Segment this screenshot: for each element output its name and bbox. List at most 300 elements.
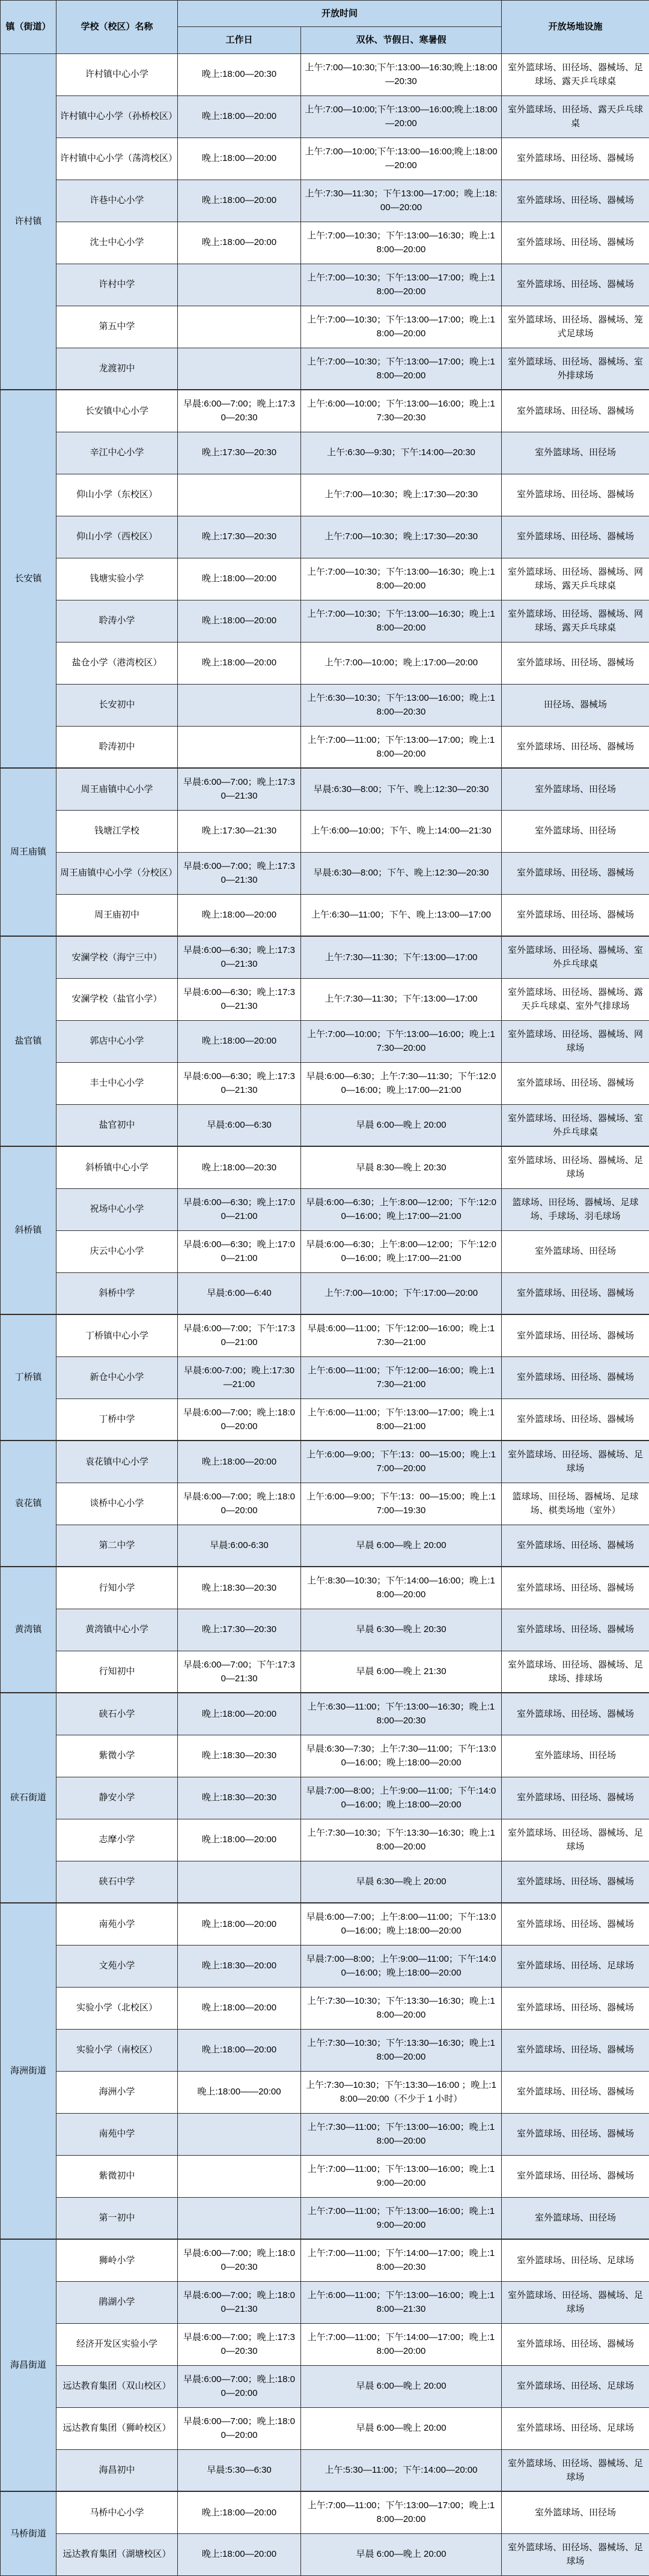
workday-cell: 晚上:18:00—20:00 xyxy=(178,180,301,222)
holiday-cell: 早晨:6:00—6:30；上午:8:00—12:00；下午:12:00—16:00；晚上:17:00—21:00 xyxy=(301,1188,502,1230)
table-row xyxy=(1,600,649,642)
table-row xyxy=(1,1188,649,1230)
holiday-cell: 上午:7:00—10:30；晚上:17:30—20:30 xyxy=(301,474,502,516)
holiday-cell: 上午:7:00—10:30；下午:13:00—17:00；晚上:18:00—20:00 xyxy=(301,348,502,390)
workday-cell: 早晨:6:00—6:30；晚上:17:30—21:30 xyxy=(178,936,301,978)
facilities-cell: 室外篮球场、田径场、器械场 xyxy=(502,1861,649,1903)
workday-cell: 晚上:18:00—20:30 xyxy=(178,1146,301,1188)
workday-cell: 早晨:6:00—7:00；晚上:17:30—20:30 xyxy=(178,2323,301,2365)
school-cell: 周王庙初中 xyxy=(56,894,178,936)
table-row xyxy=(1,2323,649,2365)
holiday-cell: 上午:7:30—10:30；下午:13:30—16:30；晚上:18:00—20:00 xyxy=(301,2029,502,2071)
table-row xyxy=(1,642,649,684)
holiday-cell: 上午:7:00—10:00;下午:13:00—16:00;晚上:18:00—20:00 xyxy=(301,95,502,138)
holiday-cell: 上午:6:00—9:00；下午:13：00—15:00；晚上:17:00—20:00 xyxy=(301,1441,502,1483)
facilities-cell: 室外篮球场、田径场、器械场、足球场 xyxy=(502,1146,649,1188)
school-cell: 丁桥中学 xyxy=(56,1398,178,1441)
school-cell: 长安初中 xyxy=(56,684,178,726)
school-cell: 聆涛小学 xyxy=(56,600,178,642)
workday-cell xyxy=(178,2197,301,2239)
facilities-cell: 室外篮球场、田径场、器械场、足球场 xyxy=(502,2449,649,2491)
holiday-cell: 上午:7:00—11:00；下午:14:00—17:00；晚上:18:00—20:30 xyxy=(301,2239,502,2281)
table-row xyxy=(1,1903,649,1945)
table-row xyxy=(1,2281,649,2323)
workday-cell xyxy=(178,264,301,306)
workday-cell: 早晨:6:00—7:00；下午:17:30—21:30 xyxy=(178,1651,301,1693)
school-cell: 硖石中学 xyxy=(56,1861,178,1903)
facilities-cell: 室外篮球场、田径场 xyxy=(502,2197,649,2239)
facilities-cell: 室外篮球场、田径场、器械场 xyxy=(502,2029,649,2071)
workday-cell xyxy=(178,726,301,768)
school-cell: 志摩小学 xyxy=(56,1819,178,1861)
table-row xyxy=(1,1693,649,1735)
holiday-cell: 上午:7:00—10:30；晚上:17:30—20:30 xyxy=(301,516,502,558)
table-row xyxy=(1,1567,649,1609)
town-cell: 盐官镇 xyxy=(1,936,56,1146)
school-cell: 斜桥镇中心小学 xyxy=(56,1146,178,1188)
school-cell: 郭店中心小学 xyxy=(56,1020,178,1062)
facilities-cell: 室外篮球场、田径场、器械场 xyxy=(502,1272,649,1314)
facilities-cell: 室外篮球场、田径场、器械场 xyxy=(502,642,649,684)
facilities-cell: 室外篮球场、田径场、器械场、网球场、露天乒乓球桌 xyxy=(502,558,649,600)
table-row xyxy=(1,264,649,306)
table-row xyxy=(1,1441,649,1483)
facilities-cell: 室外篮球场、田径场、器械场、室外乒乓球桌 xyxy=(502,936,649,978)
table-row xyxy=(1,1735,649,1777)
town-cell: 海洲街道 xyxy=(1,1903,56,2239)
table-row xyxy=(1,1356,649,1398)
school-cell: 丁桥镇中心小学 xyxy=(56,1314,178,1356)
workday-cell: 晚上:18:00—20:00 xyxy=(178,1987,301,2029)
table-row xyxy=(1,558,649,600)
facilities-cell: 室外篮球场、田径场、露天乒乓球桌 xyxy=(502,95,649,138)
facilities-cell: 室外篮球场、田径场、器械场 xyxy=(502,1314,649,1356)
workday-cell: 晚上:18:00——20:00 xyxy=(178,2071,301,2113)
table-row xyxy=(1,2449,649,2491)
school-cell: 第一初中 xyxy=(56,2197,178,2239)
school-cell: 海昌初中 xyxy=(56,2449,178,2491)
table-row xyxy=(1,2239,649,2281)
holiday-cell: 早晨 8:30—晚上 20:30 xyxy=(301,1146,502,1188)
table-row xyxy=(1,1272,649,1314)
facilities-cell: 室外篮球场、田径场、器械场 xyxy=(502,180,649,222)
town-cell: 丁桥镇 xyxy=(1,1314,56,1441)
facilities-cell: 室外篮球场、田径场、足球场 xyxy=(502,2239,649,2281)
table-body xyxy=(1,53,649,2575)
workday-cell: 早晨:6:00—7:00；晚上:18:00—20:30 xyxy=(178,2239,301,2281)
holiday-cell: 上午:7:30—11:00；下午:13:00—16:00；晚上:18:00—20:00 xyxy=(301,2113,502,2155)
holiday-cell: 上午:7:00—11:00；下午:13:00—16:00；晚上:19:00—20:00 xyxy=(301,2197,502,2239)
workday-cell: 晚上:18:00—20:00 xyxy=(178,1903,301,1945)
facilities-cell: 室外篮球场、田径场、器械场、足球场 xyxy=(502,1819,649,1861)
table-row xyxy=(1,1525,649,1567)
school-cell: 紫微小学 xyxy=(56,1735,178,1777)
table-row xyxy=(1,1314,649,1356)
table-row xyxy=(1,2155,649,2197)
facilities-cell: 室外篮球场、田径场、器械场 xyxy=(502,1987,649,2029)
table-row xyxy=(1,1020,649,1062)
holiday-cell: 上午:6:00—10:00；下午、晚上:14:00—21:30 xyxy=(301,810,502,852)
workday-cell: 晚上:18:00—20:00 xyxy=(178,95,301,138)
school-cell: 钱塘江学校 xyxy=(56,810,178,852)
school-cell: 许巷中心小学 xyxy=(56,180,178,222)
facilities-cell: 篮球场、田径场、器械场、足球场、手球场、羽毛球场 xyxy=(502,1188,649,1230)
table-row xyxy=(1,1945,649,1987)
holiday-cell: 早晨 6:00—晚上 20:00 xyxy=(301,2365,502,2407)
school-cell: 安澜学校（盐官小学） xyxy=(56,978,178,1020)
table-row xyxy=(1,1861,649,1903)
facilities-cell: 室外篮球场、田径场、足球场 xyxy=(502,1945,649,1987)
table-row xyxy=(1,306,649,348)
holiday-cell: 上午:8:30—10:30；下午:14:00—16:00；晚上:18:00—20:00 xyxy=(301,1567,502,1609)
school-cell: 长安镇中心小学 xyxy=(56,390,178,432)
workday-cell: 晚上:18:30—20:30 xyxy=(178,1777,301,1819)
holiday-cell: 上午:7:00—11:00；下午:13:00—17:00；晚上:18:00—20:00 xyxy=(301,726,502,768)
school-cell: 文苑小学 xyxy=(56,1945,178,1987)
facilities-cell: 室外篮球场、田径场、器械场 xyxy=(502,1693,649,1735)
facilities-cell: 室外篮球场、田径场 xyxy=(502,432,649,474)
workday-cell: 早晨:6:00—7:00；晚上:18:00—20:00 xyxy=(178,1483,301,1525)
table-row xyxy=(1,726,649,768)
holiday-cell: 上午:7:30—11:30；下午:13:00—17:00 xyxy=(301,936,502,978)
workday-cell: 早晨:6:00—6:40 xyxy=(178,1272,301,1314)
holiday-cell: 早晨:7:00—8:00；上午:9:00—11:00；下午:14:00—16:00；晚上:18:00—20:00 xyxy=(301,1777,502,1819)
table-row xyxy=(1,2533,649,2575)
facilities-cell: 室外篮球场、田径场 xyxy=(502,2491,649,2533)
table-row xyxy=(1,978,649,1020)
school-cell: 经济开发区实验小学 xyxy=(56,2323,178,2365)
school-cell: 静安小学 xyxy=(56,1777,178,1819)
holiday-cell: 早晨 6:30—晚上 20:30 xyxy=(301,1609,502,1651)
table-row xyxy=(1,1146,649,1188)
school-cell: 仰山小学（西校区） xyxy=(56,516,178,558)
facilities-cell: 室外篮球场、田径场、器械场 xyxy=(502,2113,649,2155)
holiday-cell: 上午:7:00—10:30;下午:13:00—16:30;晚上:18:00—20:30 xyxy=(301,53,502,95)
facilities-cell: 室外篮球场、田径场 xyxy=(502,1230,649,1272)
table-row xyxy=(1,1819,649,1861)
school-cell: 海洲小学 xyxy=(56,2071,178,2113)
facilities-cell: 室外篮球场、田径场、器械场、足球场 xyxy=(502,2533,649,2575)
facilities-cell: 室外篮球场、田径场、器械场、室外乒乓球桌 xyxy=(502,1104,649,1146)
workday-cell: 早晨:6:00—7:00；晚上:18:00—20:00 xyxy=(178,2365,301,2407)
workday-cell: 早晨:6:00—6:30；晚上:17:30—21:30 xyxy=(178,978,301,1020)
school-cell: 许村镇中心小学（荡湾校区） xyxy=(56,138,178,180)
town-cell: 硖石街道 xyxy=(1,1693,56,1903)
school-cell: 辛江中心小学 xyxy=(56,432,178,474)
workday-cell: 晚上:18:30—20:00 xyxy=(178,1945,301,1987)
facilities-cell: 室外篮球场、田径场、器械场、室外排球场 xyxy=(502,348,649,390)
table-row xyxy=(1,1609,649,1651)
school-cell: 紫微初中 xyxy=(56,2155,178,2197)
facilities-cell: 室外篮球场、田径场、器械场 xyxy=(502,264,649,306)
holiday-cell: 早晨:6:00—11:00；下午:12:00—16:00；晚上:17:30—21:00 xyxy=(301,1314,502,1356)
holiday-cell: 早晨:6:30—8:00；下午、晚上:12:30—20:30 xyxy=(301,768,502,810)
town-cell: 马桥街道 xyxy=(1,2491,56,2575)
holiday-cell: 早晨:6:30—8:00；下午、晚上:12:30—20:30 xyxy=(301,852,502,894)
facilities-cell: 室外篮球场、田径场、器械场 xyxy=(502,1062,649,1104)
holiday-cell: 上午:7:30—11:30；下午13:00—17:00；晚上:18:00—20:00 xyxy=(301,180,502,222)
holiday-cell: 早晨:6:00—6:30；上午:8:00—12:00；下午:12:00—16:00；晚上:17:00—21:00 xyxy=(301,1230,502,1272)
workday-cell xyxy=(178,348,301,390)
workday-cell: 晚上:18:00—20:00 xyxy=(178,2029,301,2071)
workday-cell: 早晨:5:30—6:30 xyxy=(178,2449,301,2491)
table-row xyxy=(1,1777,649,1819)
facilities-cell: 室外篮球场、田径场、器械场 xyxy=(502,138,649,180)
holiday-cell: 上午:6:00—11:00；下午:12:00—16:00；晚上:17:30—21:00 xyxy=(301,1356,502,1398)
workday-cell xyxy=(178,2155,301,2197)
facilities-cell: 室外篮球场、田径场、器械场 xyxy=(502,2071,649,2113)
school-cell: 南苑中学 xyxy=(56,2113,178,2155)
holiday-cell: 上午:6:30—10:30；下午:13:00—16:00；晚上:18:00—20:30 xyxy=(301,684,502,726)
holiday-cell: 上午:7:30—10:30；下午:13:30—16:00 ；晚上:18:00—20:00（不少于 1 小时） xyxy=(301,2071,502,2113)
workday-cell: 晚上:18:00—20:00 xyxy=(178,558,301,600)
holiday-cell: 早晨 6:00—晚上 20:00 xyxy=(301,1525,502,1567)
school-cell: 安澜学校（海宁三中） xyxy=(56,936,178,978)
workday-cell: 晚上:18:00—20:30 xyxy=(178,53,301,95)
school-cell: 周王庙镇中心小学（分校区） xyxy=(56,852,178,894)
school-cell: 行知小学 xyxy=(56,1567,178,1609)
table-row xyxy=(1,2491,649,2533)
facilities-cell: 室外篮球场、田径场、器械场 xyxy=(502,222,649,264)
holiday-cell: 上午:7:00—11:00；下午:14:00—17:00；晚上:18:00—20:00 xyxy=(301,2323,502,2365)
school-cell: 聆涛初中 xyxy=(56,726,178,768)
facilities-cell: 室外篮球场、田径场、器械场、露天乒乓球桌、室外气排球场 xyxy=(502,978,649,1020)
facilities-cell: 室外篮球场、田径场、器械场 xyxy=(502,1903,649,1945)
facilities-cell: 室外篮球场、田径场、足球场 xyxy=(502,2365,649,2407)
holiday-cell: 上午:6:00—11:00；下午:13:00—17:00；晚上:18:00—21:00 xyxy=(301,1398,502,1441)
workday-cell: 早晨:6:00-6:30 xyxy=(178,1525,301,1567)
school-cell: 硖石小学 xyxy=(56,1693,178,1735)
workday-cell: 晚上:18:30—20:30 xyxy=(178,1735,301,1777)
facilities-cell: 室外篮球场、田径场、器械场、足球场 xyxy=(502,1441,649,1483)
table-row xyxy=(1,936,649,978)
holiday-cell: 上午:7:00—10:30；下午:13:00—16:30；晚上:18:00—20:00 xyxy=(301,558,502,600)
facilities-cell: 室外篮球场、田径场 xyxy=(502,1735,649,1777)
table-row xyxy=(1,1651,649,1693)
school-cell: 祝场中心小学 xyxy=(56,1188,178,1230)
holiday-cell: 上午:7:00—10:30；下午:13:00—17:00；晚上:18:00—20:00 xyxy=(301,264,502,306)
holiday-cell: 上午:7:30—10:30；下午:13:30—16:30；晚上:18:00—20:00 xyxy=(301,1987,502,2029)
holiday-cell: 上午:5:30—11:00；下午:14:00—20:00 xyxy=(301,2449,502,2491)
holiday-cell: 上午:7:00—11:00；下午:13:00—17:00；晚上:18:00—20:00 xyxy=(301,2491,502,2533)
table-row xyxy=(1,1987,649,2029)
facilities-cell: 室外篮球场、田径场、器械场 xyxy=(502,894,649,936)
facilities-cell: 室外篮球场、田径场、器械场、足球场、排球场 xyxy=(502,1651,649,1693)
facilities-cell: 室外篮球场、田径场、器械场、笼式足球场 xyxy=(502,306,649,348)
school-cell: 远达教育集团（狮岭校区） xyxy=(56,2407,178,2449)
holiday-cell: 早晨:6:00—6:30；上午:7:30—11:30；下午:12:00—16:00；晚上:17:00—21:00 xyxy=(301,1062,502,1104)
school-cell: 鹃湖小学 xyxy=(56,2281,178,2323)
table-row xyxy=(1,2029,649,2071)
school-cell: 龙渡初中 xyxy=(56,348,178,390)
table-row xyxy=(1,2197,649,2239)
table-row xyxy=(1,180,649,222)
school-cell: 钱塘实验小学 xyxy=(56,558,178,600)
workday-cell: 晚上:17:30—20:30 xyxy=(178,1609,301,1651)
workday-cell: 早晨:6:00—7:00；晚上:18:00—21:30 xyxy=(178,2281,301,2323)
holiday-cell: 上午:7:30—10:30；下午:13:30—16:30；晚上:18:00—20:00 xyxy=(301,1819,502,1861)
facilities-cell: 篮球场、田径场、器械场、足球场、棋类场地（室外） xyxy=(502,1483,649,1525)
holiday-cell: 上午:7:00—10:00；下午:13:00—16:00；晚上:17:30—20:00 xyxy=(301,1020,502,1062)
facilities-cell: 室外篮球场、田径场、器械场 xyxy=(502,1356,649,1398)
facilities-cell: 室外篮球场、田径场、器械场 xyxy=(502,2323,649,2365)
workday-cell: 晚上:18:30—20:30 xyxy=(178,1567,301,1609)
workday-cell xyxy=(178,2113,301,2155)
table-row xyxy=(1,95,649,138)
table-row xyxy=(1,894,649,936)
workday-cell: 早晨:6:00—7:00；下午:17:30—21:00 xyxy=(178,1314,301,1356)
table-row xyxy=(1,138,649,180)
workday-cell: 晚上:18:00—20:00 xyxy=(178,894,301,936)
facilities-cell: 室外篮球场、田径场、器械场 xyxy=(502,852,649,894)
workday-cell: 早晨:6:00—6:30；晚上:17:00—21:00 xyxy=(178,1230,301,1272)
facilities-cell: 室外篮球场、田径场、器械场、足球场、露天乒乓球桌 xyxy=(502,53,649,95)
town-cell: 海昌街道 xyxy=(1,2239,56,2491)
header-workday: 工作日 xyxy=(178,27,301,53)
table-row xyxy=(1,768,649,810)
table-row xyxy=(1,1104,649,1146)
table-row xyxy=(1,2365,649,2407)
town-cell: 黄湾镇 xyxy=(1,1567,56,1693)
holiday-cell: 上午:7:00—10:00;下午:13:00—16:00;晚上:18:00—20:00 xyxy=(301,138,502,180)
workday-cell: 早晨:6:00—7:00；晚上:17:30—21:30 xyxy=(178,852,301,894)
facilities-cell: 室外篮球场、田径场、器械场 xyxy=(502,1567,649,1609)
holiday-cell: 早晨:6:30—7:30；上午:7:30—11:00；下午:13:00—16:00；晚上:18:00—20:00 xyxy=(301,1735,502,1777)
workday-cell: 晚上:18:00—20:00 xyxy=(178,1693,301,1735)
school-cell: 第二中学 xyxy=(56,1525,178,1567)
school-cell: 丰士中心小学 xyxy=(56,1062,178,1104)
school-cell: 盐官初中 xyxy=(56,1104,178,1146)
holiday-cell: 上午:7:00—10:00；下午:17:00—20:00 xyxy=(301,1272,502,1314)
school-cell: 实验小学（南校区） xyxy=(56,2029,178,2071)
table-row xyxy=(1,684,649,726)
workday-cell: 早晨:6:00—7:00；晚上:18:00—20:00 xyxy=(178,2407,301,2449)
holiday-cell: 上午:7:00—10:30；下午:13:00—16:30；晚上:18:00—20:00 xyxy=(301,600,502,642)
header-holiday: 双休、节假日、寒暑假 xyxy=(301,27,502,53)
facilities-cell: 田径场、器械场 xyxy=(502,684,649,726)
holiday-cell: 上午:6:00—9:00；下午:13：00—15:00；晚上:17:00—19:30 xyxy=(301,1483,502,1525)
table-row xyxy=(1,53,649,95)
holiday-cell: 早晨 6:00—晚上 20:00 xyxy=(301,1104,502,1146)
school-cell: 许村镇中心小学（孙桥校区） xyxy=(56,95,178,138)
facilities-cell: 室外篮球场、田径场、器械场 xyxy=(502,474,649,516)
workday-cell: 早晨:6:00-7:00；晚上:17:30—21:00 xyxy=(178,1356,301,1398)
table-row xyxy=(1,390,649,432)
school-cell: 远达教育集团（双山校区） xyxy=(56,2365,178,2407)
holiday-cell: 上午:7:00—10:30；下午:13:00—17:00；晚上:18:00—20:00 xyxy=(301,306,502,348)
facilities-cell: 室外篮球场、田径场、器械场 xyxy=(502,1777,649,1819)
workday-cell: 晚上:18:00—20:00 xyxy=(178,1441,301,1483)
workday-cell: 晚上:17:30—20:30 xyxy=(178,516,301,558)
holiday-cell: 上午:7:00—11:00；下午:13:00—16:00；晚上:19:00—20:00 xyxy=(301,2155,502,2197)
table-row xyxy=(1,1062,649,1104)
facilities-cell: 室外篮球场、田径场、器械场 xyxy=(502,726,649,768)
facilities-cell: 室外篮球场、田径场 xyxy=(502,768,649,810)
table-row xyxy=(1,2071,649,2113)
workday-cell: 晚上:17:30—21:30 xyxy=(178,810,301,852)
facilities-cell: 室外篮球场、田径场、器械场 xyxy=(502,516,649,558)
table-row xyxy=(1,1230,649,1272)
holiday-cell: 上午:6:30—9:30；下午:14:00—20:30 xyxy=(301,432,502,474)
holiday-cell: 早晨 6:30—晚上 20:00 xyxy=(301,1861,502,1903)
holiday-cell: 早晨 6:00—晚上 20:00 xyxy=(301,2533,502,2575)
town-cell: 长安镇 xyxy=(1,390,56,768)
school-cell: 行知初中 xyxy=(56,1651,178,1693)
holiday-cell: 上午:7:00—10:00；晚上:17:00—20:00 xyxy=(301,642,502,684)
town-cell: 周王庙镇 xyxy=(1,768,56,936)
school-cell: 许村镇中心小学 xyxy=(56,53,178,95)
workday-cell: 晚上:18:00—20:00 xyxy=(178,1819,301,1861)
holiday-cell: 早晨 6:00—晚上 21:30 xyxy=(301,1651,502,1693)
school-cell: 斜桥中学 xyxy=(56,1272,178,1314)
facilities-cell: 室外篮球场、田径场 xyxy=(502,810,649,852)
facilities-cell: 室外篮球场、田径场、器械场 xyxy=(502,2155,649,2197)
holiday-cell: 上午:6:30—11:00；下午、晚上:13:00—17:00 xyxy=(301,894,502,936)
table-row xyxy=(1,348,649,390)
school-cell: 马桥中心小学 xyxy=(56,2491,178,2533)
workday-cell: 晚上:18:00—20:00 xyxy=(178,2491,301,2533)
facilities-cell: 室外篮球场、田径场、器械场 xyxy=(502,1525,649,1567)
table-row xyxy=(1,222,649,264)
table-header xyxy=(1,1,649,54)
workday-cell: 晚上:18:00—20:00 xyxy=(178,138,301,180)
facilities-cell: 室外篮球场、田径场、器械场、足球场 xyxy=(502,2281,649,2323)
table-row xyxy=(1,516,649,558)
table-row xyxy=(1,432,649,474)
school-cell: 袁花镇中心小学 xyxy=(56,1441,178,1483)
workday-cell xyxy=(178,1861,301,1903)
facilities-cell: 室外篮球场、田径场、器械场、网球场 xyxy=(502,1020,649,1062)
school-cell: 第五中学 xyxy=(56,306,178,348)
facilities-cell: 室外篮球场、田径场、器械场、网球场、露天乒乓球桌 xyxy=(502,600,649,642)
workday-cell: 晚上:17:30—20:30 xyxy=(178,432,301,474)
school-cell: 黄湾镇中心小学 xyxy=(56,1609,178,1651)
facilities-cell: 室外篮球场、田径场、器械场 xyxy=(502,1609,649,1651)
holiday-cell: 上午:7:30—11:30；下午:13:00—17:00 xyxy=(301,978,502,1020)
school-cell: 周王庙镇中心小学 xyxy=(56,768,178,810)
school-cell: 新仓中心小学 xyxy=(56,1356,178,1398)
workday-cell: 晚上:18:00—20:00 xyxy=(178,2533,301,2575)
workday-cell: 晚上:18:00—20:00 xyxy=(178,600,301,642)
holiday-cell: 上午:7:00—10:30；下午:13:00—16:30；晚上:18:00—20:00 xyxy=(301,222,502,264)
workday-cell: 早晨:6:00—7:00；晚上:17:30—20:30 xyxy=(178,390,301,432)
school-cell: 仰山小学（东校区） xyxy=(56,474,178,516)
table-row xyxy=(1,474,649,516)
town-cell: 许村镇 xyxy=(1,53,56,390)
workday-cell: 晚上:18:00—20:00 xyxy=(178,642,301,684)
school-cell: 南苑小学 xyxy=(56,1903,178,1945)
school-cell: 谈桥中心小学 xyxy=(56,1483,178,1525)
workday-cell xyxy=(178,684,301,726)
table-row xyxy=(1,852,649,894)
facilities-cell: 室外篮球场、田径场、器械场 xyxy=(502,390,649,432)
workday-cell xyxy=(178,306,301,348)
school-cell: 远达教育集团（湖塘校区） xyxy=(56,2533,178,2575)
holiday-cell: 早晨:6:00—7:00；上午:8:00—11:00；下午:13:00—16:00；晚上:18:00—20:00 xyxy=(301,1903,502,1945)
header-facilities: 开放场地设施 xyxy=(502,1,649,54)
workday-cell: 晚上:18:00—20:00 xyxy=(178,1020,301,1062)
workday-cell xyxy=(178,474,301,516)
table-row xyxy=(1,1398,649,1441)
header-town: 镇（街道） xyxy=(1,1,56,54)
workday-cell: 早晨:6:00—7:00；晚上:17:30—21:30 xyxy=(178,768,301,810)
facilities-cell: 室外篮球场、田径场、器械场 xyxy=(502,1398,649,1441)
workday-cell: 晚上:18:00—20:00 xyxy=(178,222,301,264)
holiday-cell: 上午:6:30—11:00；下午:13:00—16:30；晚上:18:00—20:30 xyxy=(301,1693,502,1735)
workday-cell: 早晨:6:00—6:30 xyxy=(178,1104,301,1146)
school-cell: 许村中学 xyxy=(56,264,178,306)
school-cell: 实验小学（北校区） xyxy=(56,1987,178,2029)
